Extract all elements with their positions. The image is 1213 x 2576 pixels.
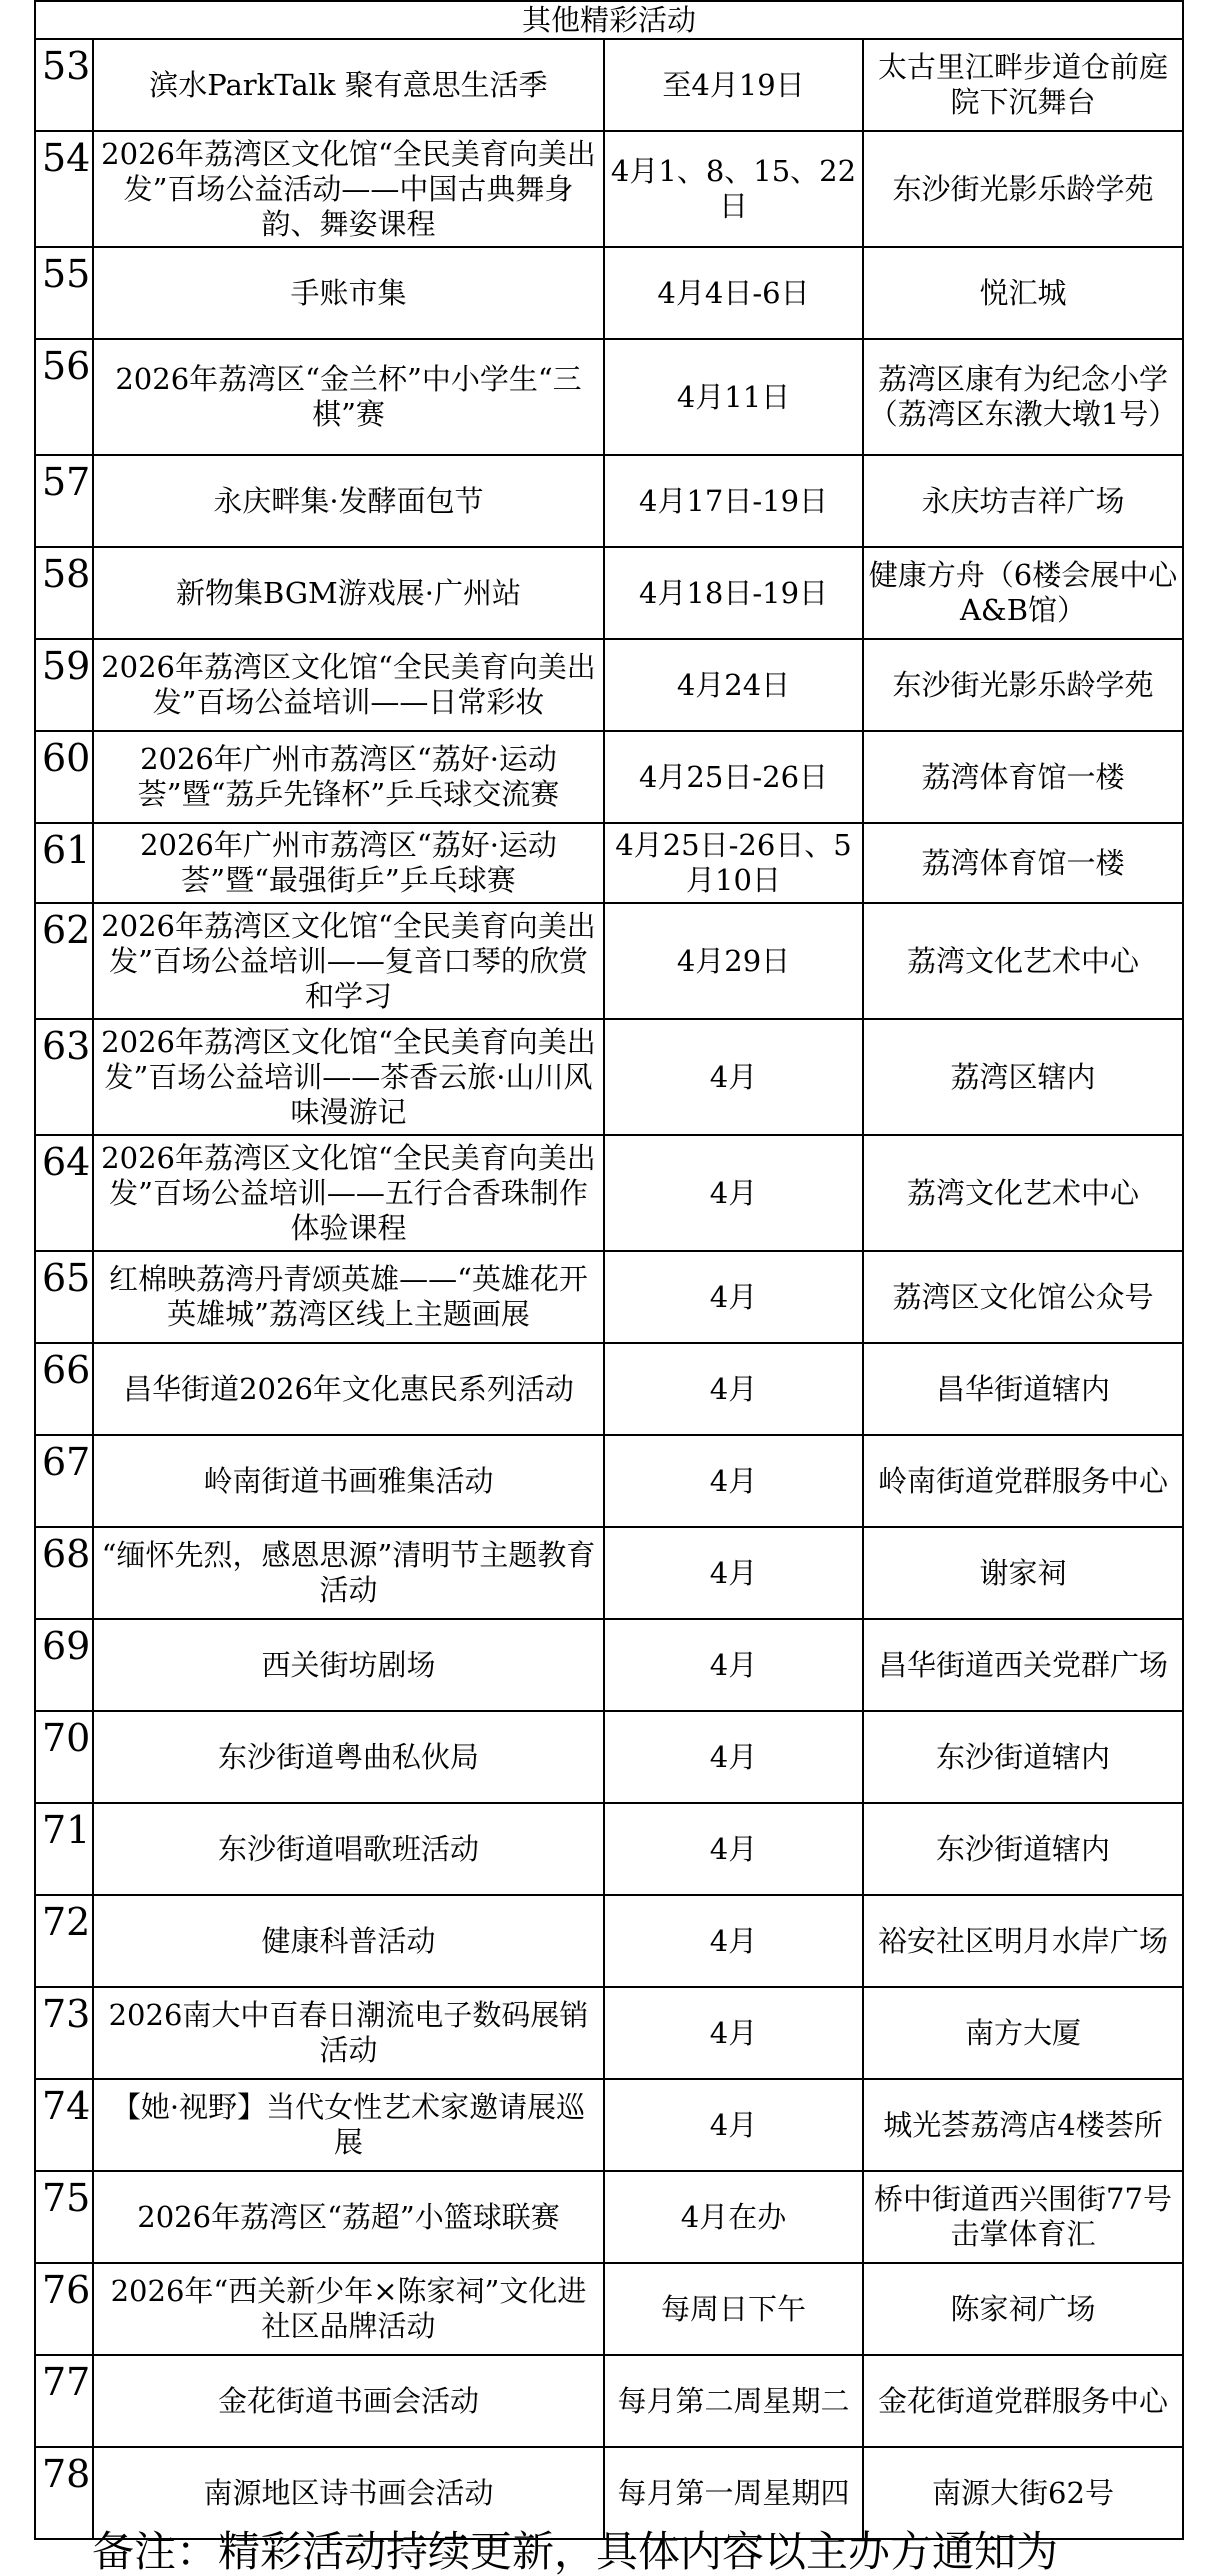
row-number: 56 bbox=[35, 339, 93, 455]
table-row bbox=[35, 339, 1183, 455]
activity-venue: 金花街道党群服务中心 bbox=[863, 2355, 1183, 2447]
activity-date: 4月 bbox=[604, 1135, 863, 1251]
table-row bbox=[35, 1251, 1183, 1343]
table-row bbox=[35, 2447, 1183, 2539]
row-number: 77 bbox=[35, 2355, 93, 2447]
activity-venue: 岭南街道党群服务中心 bbox=[863, 1435, 1183, 1527]
activity-date: 4月25日-26日、5月10日 bbox=[604, 823, 863, 903]
table-row bbox=[35, 131, 1183, 247]
activity-venue: 荔湾区文化馆公众号 bbox=[863, 1251, 1183, 1343]
activity-date: 4月18日-19日 bbox=[604, 547, 863, 639]
activity-name: 昌华街道2026年文化惠民系列活动 bbox=[93, 1343, 604, 1435]
table-row bbox=[35, 1343, 1183, 1435]
activity-venue: 荔湾文化艺术中心 bbox=[863, 903, 1183, 1019]
activity-name: 2026年荔湾区文化馆“全民美育向美出发”百场公益培训——茶香云旅·山川风味漫游记 bbox=[93, 1019, 604, 1135]
row-number: 70 bbox=[35, 1711, 93, 1803]
table-row bbox=[35, 1803, 1183, 1895]
row-number: 53 bbox=[35, 39, 93, 131]
activity-venue: 荔湾区康有为纪念小学（荔湾区东漖大墩1号） bbox=[863, 339, 1183, 455]
activity-name: 2026年荔湾区文化馆“全民美育向美出发”百场公益培训——复音口琴的欣赏和学习 bbox=[93, 903, 604, 1019]
activity-name: 【她·视野】当代女性艺术家邀请展巡展 bbox=[93, 2079, 604, 2171]
activity-name: 2026年荔湾区文化馆“全民美育向美出发”百场公益活动——中国古典舞身韵、舞姿课程 bbox=[93, 131, 604, 247]
table-row bbox=[35, 1987, 1183, 2079]
activity-date: 4月在办 bbox=[604, 2171, 863, 2263]
row-number: 75 bbox=[35, 2171, 93, 2263]
row-number: 72 bbox=[35, 1895, 93, 1987]
activity-name: 东沙街道唱歌班活动 bbox=[93, 1803, 604, 1895]
activity-table-wrapper bbox=[34, 0, 1182, 2540]
activity-name: 滨水ParkTalk 聚有意思生活季 bbox=[93, 39, 604, 131]
section-title: 其他精彩活动 bbox=[35, 1, 1183, 39]
table-row bbox=[35, 823, 1183, 903]
activity-venue: 昌华街道辖内 bbox=[863, 1343, 1183, 1435]
activity-date: 每周日下午 bbox=[604, 2263, 863, 2355]
activity-name: 2026年广州市荔湾区“荔好·运动荟”暨“最强街乒”乒乓球赛 bbox=[93, 823, 604, 903]
activity-venue: 健康方舟（6楼会展中心A&B馆） bbox=[863, 547, 1183, 639]
activity-date: 4月11日 bbox=[604, 339, 863, 455]
table-row bbox=[35, 1527, 1183, 1619]
activity-venue: 荔湾体育馆一楼 bbox=[863, 731, 1183, 823]
table-row bbox=[35, 2263, 1183, 2355]
row-number: 63 bbox=[35, 1019, 93, 1135]
activity-name: 2026南大中百春日潮流电子数码展销活动 bbox=[93, 1987, 604, 2079]
activity-name: 健康科普活动 bbox=[93, 1895, 604, 1987]
table-row bbox=[35, 2079, 1183, 2171]
activity-date: 4月 bbox=[604, 1343, 863, 1435]
table-row bbox=[35, 1711, 1183, 1803]
row-number: 55 bbox=[35, 247, 93, 339]
row-number: 68 bbox=[35, 1527, 93, 1619]
activity-venue: 东沙街光影乐龄学苑 bbox=[863, 131, 1183, 247]
row-number: 66 bbox=[35, 1343, 93, 1435]
activity-venue: 陈家祠广场 bbox=[863, 2263, 1183, 2355]
activity-venue: 谢家祠 bbox=[863, 1527, 1183, 1619]
activity-date: 至4月19日 bbox=[604, 39, 863, 131]
activity-venue: 桥中街道西兴围街77号击掌体育汇 bbox=[863, 2171, 1183, 2263]
activity-venue: 南方大厦 bbox=[863, 1987, 1183, 2079]
activity-name: 2026年“西关新少年×陈家祠”文化进社区品牌活动 bbox=[93, 2263, 604, 2355]
section-header-row bbox=[35, 1, 1183, 39]
activity-venue: 东沙街道辖内 bbox=[863, 1803, 1183, 1895]
activity-date: 4月 bbox=[604, 2079, 863, 2171]
activity-name: 2026年荔湾区“荔超”小篮球联赛 bbox=[93, 2171, 604, 2263]
activity-venue: 荔湾区辖内 bbox=[863, 1019, 1183, 1135]
activity-venue: 裕安社区明月水岸广场 bbox=[863, 1895, 1183, 1987]
activity-date: 每月第一周星期四 bbox=[604, 2447, 863, 2539]
activity-date: 4月 bbox=[604, 1987, 863, 2079]
activity-venue: 昌华街道西关党群广场 bbox=[863, 1619, 1183, 1711]
row-number: 67 bbox=[35, 1435, 93, 1527]
table-row bbox=[35, 2355, 1183, 2447]
activity-name: 南源地区诗书画会活动 bbox=[93, 2447, 604, 2539]
row-number: 78 bbox=[35, 2447, 93, 2539]
table-row bbox=[35, 2171, 1183, 2263]
row-number: 64 bbox=[35, 1135, 93, 1251]
activity-table bbox=[34, 0, 1184, 2540]
activity-venue: 城光荟荔湾店4楼荟所 bbox=[863, 2079, 1183, 2171]
row-number: 74 bbox=[35, 2079, 93, 2171]
activity-venue: 南源大街62号 bbox=[863, 2447, 1183, 2539]
row-number: 65 bbox=[35, 1251, 93, 1343]
table-row bbox=[35, 639, 1183, 731]
activity-table-body bbox=[35, 1, 1183, 2539]
activity-name: 西关街坊剧场 bbox=[93, 1619, 604, 1711]
activity-date: 每月第二周星期二 bbox=[604, 2355, 863, 2447]
activity-date: 4月 bbox=[604, 1019, 863, 1135]
activity-name: 2026年荔湾区“金兰杯”中小学生“三棋”赛 bbox=[93, 339, 604, 455]
activity-name: 2026年广州市荔湾区“荔好·运动荟”暨“荔乒先锋杯”乒乓球交流赛 bbox=[93, 731, 604, 823]
activity-date: 4月 bbox=[604, 1619, 863, 1711]
activity-date: 4月25日-26日 bbox=[604, 731, 863, 823]
activity-venue: 东沙街光影乐龄学苑 bbox=[863, 639, 1183, 731]
activity-venue: 荔湾体育馆一楼 bbox=[863, 823, 1183, 903]
activity-name: 永庆畔集·发酵面包节 bbox=[93, 455, 604, 547]
activity-name: 岭南街道书画雅集活动 bbox=[93, 1435, 604, 1527]
activity-venue: 永庆坊吉祥广场 bbox=[863, 455, 1183, 547]
activity-date: 4月 bbox=[604, 1803, 863, 1895]
activity-date: 4月24日 bbox=[604, 639, 863, 731]
activity-venue: 悦汇城 bbox=[863, 247, 1183, 339]
row-number: 71 bbox=[35, 1803, 93, 1895]
row-number: 54 bbox=[35, 131, 93, 247]
activity-name: 金花街道书画会活动 bbox=[93, 2355, 604, 2447]
activity-date: 4月 bbox=[604, 1711, 863, 1803]
activity-date: 4月 bbox=[604, 1251, 863, 1343]
activity-venue: 太古里江畔步道仓前庭院下沉舞台 bbox=[863, 39, 1183, 131]
activity-date: 4月 bbox=[604, 1527, 863, 1619]
table-row bbox=[35, 731, 1183, 823]
activity-date: 4月4日-6日 bbox=[604, 247, 863, 339]
row-number: 60 bbox=[35, 731, 93, 823]
activity-date: 4月 bbox=[604, 1435, 863, 1527]
activity-venue: 荔湾文化艺术中心 bbox=[863, 1135, 1183, 1251]
row-number: 61 bbox=[35, 823, 93, 903]
row-number: 59 bbox=[35, 639, 93, 731]
row-number: 57 bbox=[35, 455, 93, 547]
row-number: 69 bbox=[35, 1619, 93, 1711]
table-row bbox=[35, 39, 1183, 131]
activity-name: 东沙街道粤曲私伙局 bbox=[93, 1711, 604, 1803]
footer-note: 备注：精彩活动持续更新，具体内容以主办方通知为 bbox=[92, 2527, 1059, 2576]
table-row bbox=[35, 247, 1183, 339]
table-row bbox=[35, 547, 1183, 639]
table-row bbox=[35, 1135, 1183, 1251]
activity-name: 手账市集 bbox=[93, 247, 604, 339]
activity-name: 2026年荔湾区文化馆“全民美育向美出发”百场公益培训——五行合香珠制作体验课程 bbox=[93, 1135, 604, 1251]
table-row bbox=[35, 1619, 1183, 1711]
table-row bbox=[35, 1019, 1183, 1135]
table-row bbox=[35, 1895, 1183, 1987]
table-row bbox=[35, 455, 1183, 547]
row-number: 62 bbox=[35, 903, 93, 1019]
table-row bbox=[35, 903, 1183, 1019]
row-number: 58 bbox=[35, 547, 93, 639]
activity-date: 4月1、8、15、22日 bbox=[604, 131, 863, 247]
activity-date: 4月17日-19日 bbox=[604, 455, 863, 547]
activity-name: 红棉映荔湾丹青颂英雄——“英雄花开英雄城”荔湾区线上主题画展 bbox=[93, 1251, 604, 1343]
activity-venue: 东沙街道辖内 bbox=[863, 1711, 1183, 1803]
activity-date: 4月 bbox=[604, 1895, 863, 1987]
activity-name: 2026年荔湾区文化馆“全民美育向美出发”百场公益培训——日常彩妆 bbox=[93, 639, 604, 731]
row-number: 76 bbox=[35, 2263, 93, 2355]
activity-name: “缅怀先烈，感恩思源”清明节主题教育活动 bbox=[93, 1527, 604, 1619]
table-row bbox=[35, 1435, 1183, 1527]
activity-date: 4月29日 bbox=[604, 903, 863, 1019]
row-number: 73 bbox=[35, 1987, 93, 2079]
activity-name: 新物集BGM游戏展·广州站 bbox=[93, 547, 604, 639]
